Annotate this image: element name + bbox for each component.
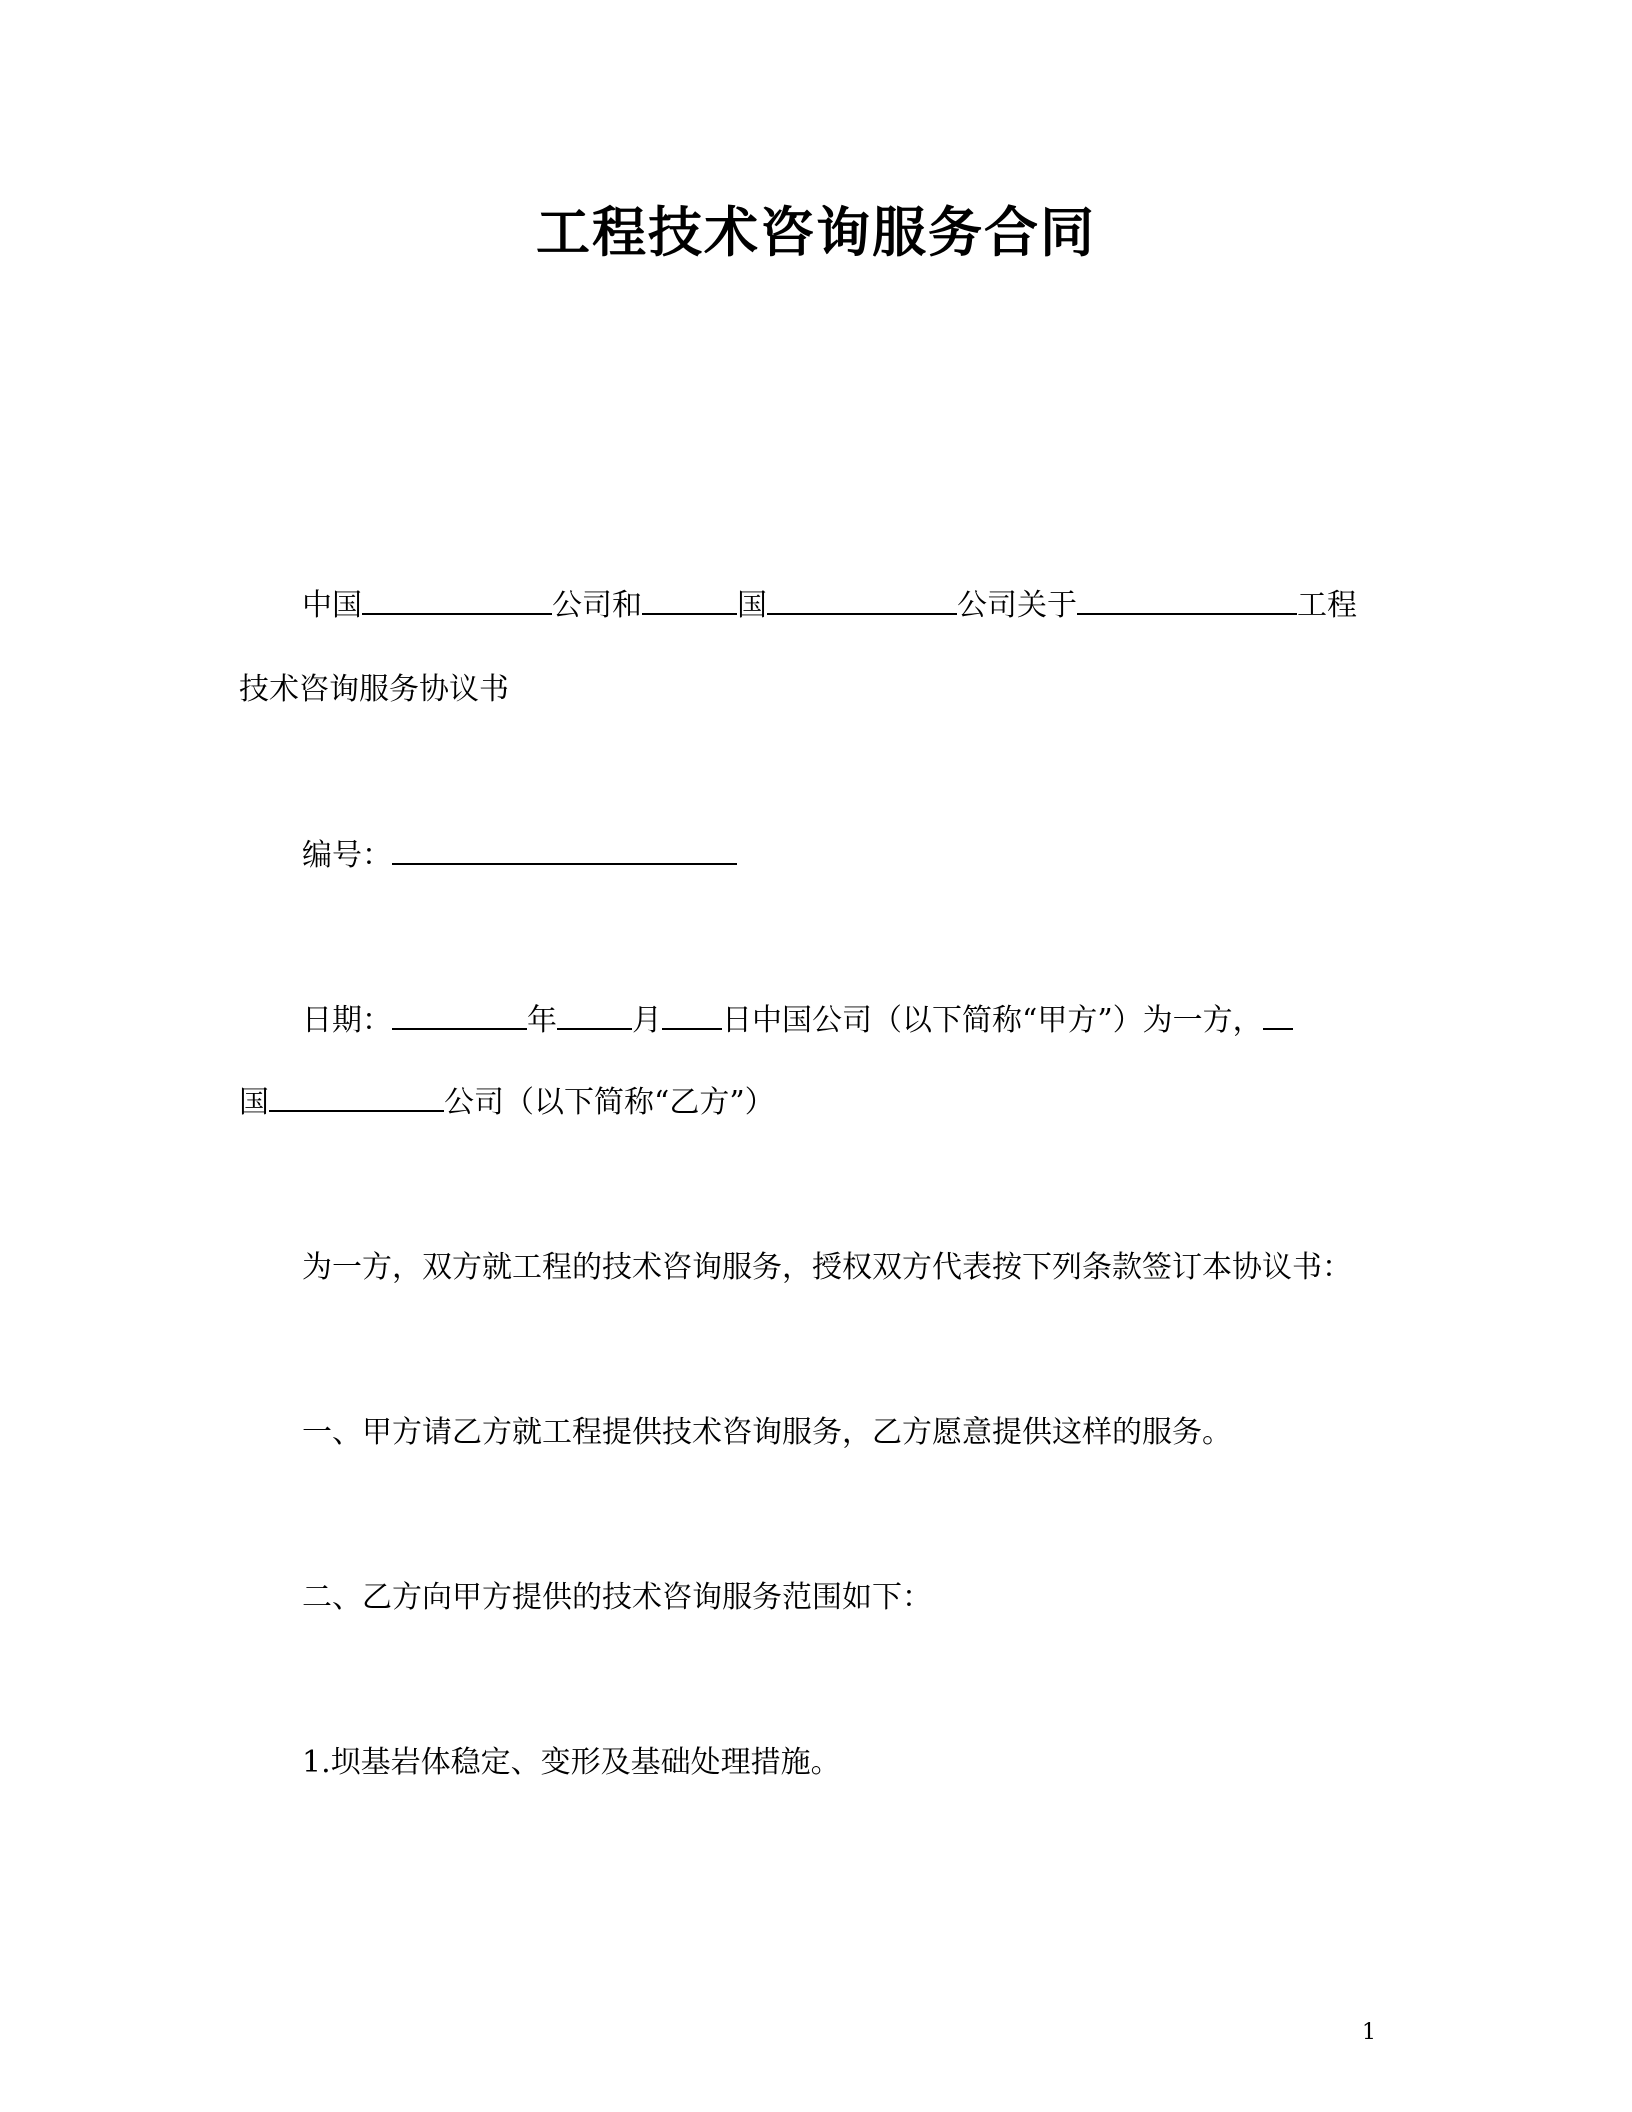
blank-month[interactable] [557,1000,632,1030]
clause-1: 一、甲方请乙方就工程提供技术咨询服务，乙方愿意提供这样的服务。 [302,1415,1232,1450]
intro-text-country: 国 [737,588,767,623]
agreement-paragraph: 为一方，双方就工程的技术咨询服务，授权双方代表按下列条款签订本协议书： [302,1250,1352,1285]
item-1: 1.坝基岩体稳定、变形及基础处理措施。 [302,1745,841,1780]
party-b-line [239,1082,775,1123]
intro-text-company-and: 公司和 [552,588,642,623]
blank-trailing[interactable] [1263,1000,1293,1030]
date-label: 日期： [302,1003,392,1038]
month-text: 月 [632,1003,662,1038]
date-line [302,1000,1293,1041]
party-b-text: 公司（以下简称“乙方”） [444,1085,775,1120]
clause-2: 二、乙方向甲方提供的技术咨询服务范围如下： [302,1580,932,1615]
intro-text-china: 中国 [302,588,362,623]
page-number: 1 [1362,2020,1376,2045]
document-title: 工程技术咨询服务合同 [536,201,1096,264]
blank-year[interactable] [392,1000,527,1030]
year-text: 年 [527,1003,557,1038]
party-b-country: 国 [239,1085,269,1120]
intro-line-1 [302,585,1357,626]
day-text: 日中国公司（以下简称“甲方”）为一方， [722,1003,1263,1038]
blank-company-a[interactable] [362,585,552,615]
blank-project[interactable] [1077,585,1297,615]
number-line [302,835,737,876]
blank-number[interactable] [392,835,737,865]
number-label: 编号： [302,838,392,873]
intro-line-2: 技术咨询服务协议书 [239,672,509,707]
blank-country[interactable] [642,585,737,615]
blank-company-b[interactable] [767,585,957,615]
intro-text-engineering: 工程 [1297,588,1357,623]
blank-day[interactable] [662,1000,722,1030]
intro-text-company-about: 公司关于 [957,588,1077,623]
blank-party-b-company[interactable] [269,1082,444,1112]
